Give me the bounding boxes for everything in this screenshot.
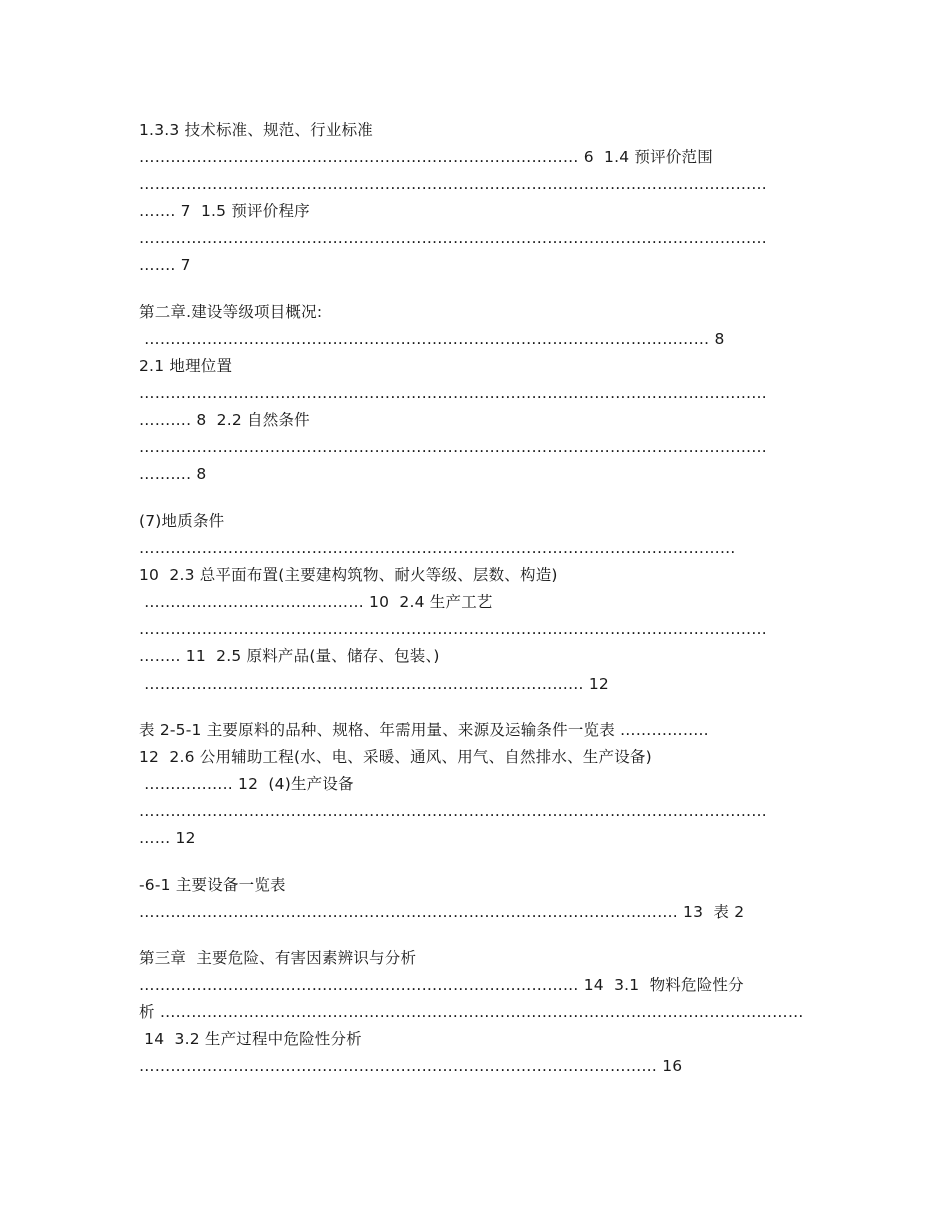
- toc-line: …… 12: [139, 829, 196, 847]
- toc-line: (7)地质条件: [139, 512, 225, 530]
- toc-line: 14 3.2 生产过程中危险性分析: [139, 1030, 362, 1048]
- toc-line: 12 2.6 公用辅助工程(水、电、采暖、通风、用气、自然排水、生产设备): [139, 748, 652, 766]
- toc-line: …………………………………………………………………………………………………………: [139, 620, 767, 638]
- toc-line: …………………………………………………………………………………………………………: [139, 229, 767, 247]
- toc-line: 表 2-5-1 主要原料的品种、规格、年需用量、来源及运输条件一览表 ……………..: [139, 721, 709, 739]
- toc-line: -6-1 主要设备一览表: [139, 876, 286, 894]
- chapter-heading: 第二章.建设等级项目概况:: [139, 303, 323, 321]
- toc-line: …………………………………………………………………………………………………………: [139, 438, 767, 456]
- toc-line: 析 ……………………………………………………………………………………………………………: [139, 1003, 804, 1021]
- toc-line: ………………………………………………………………………… 14 3.1 物料危险性分: [139, 976, 744, 994]
- chapter-heading: 第三章 主要危险、有害因素辨识与分析: [139, 949, 417, 967]
- toc-line: ……………………………………………………………………………………………………: [139, 539, 736, 557]
- toc-line: ………………………………………………………………………… 12: [139, 675, 609, 693]
- toc-line: 2.1 地理位置: [139, 357, 233, 375]
- toc-line: ………. 8 2.2 自然条件: [139, 411, 310, 429]
- toc-line: ………………………………………………………………………… 6 1.4 预评价范围: [139, 148, 713, 166]
- toc-line: …………….. 12 (4)生产设备: [139, 775, 354, 793]
- toc-line: ……………………………………………………………………………………………… 8: [139, 330, 725, 348]
- toc-line: …….. 11 2.5 原料产品(量、储存、包装、): [139, 647, 440, 665]
- toc-line: ……………………………………………………………………………………… 16: [139, 1057, 683, 1075]
- toc-line: …………………………………………………………………………………………………………: [139, 175, 767, 193]
- toc-line: 10 2.3 总平面布置(主要建构筑物、耐火等级、层数、构造): [139, 566, 558, 584]
- toc-line: …………………………………………………………………………………………………………: [139, 384, 767, 402]
- toc-line: ………. 8: [139, 465, 207, 483]
- toc-line: …………………………………………………………………………………………………………: [139, 802, 767, 820]
- toc-line: …………………………………… 10 2.4 生产工艺: [139, 593, 493, 611]
- toc-line: ……. 7: [139, 256, 191, 274]
- toc-line: ……. 7 1.5 预评价程序: [139, 202, 310, 220]
- toc-line: 1.3.3 技术标准、规范、行业标准: [139, 121, 373, 139]
- toc-line: …………………………………………………………………………………………. 13 表 2: [139, 903, 745, 921]
